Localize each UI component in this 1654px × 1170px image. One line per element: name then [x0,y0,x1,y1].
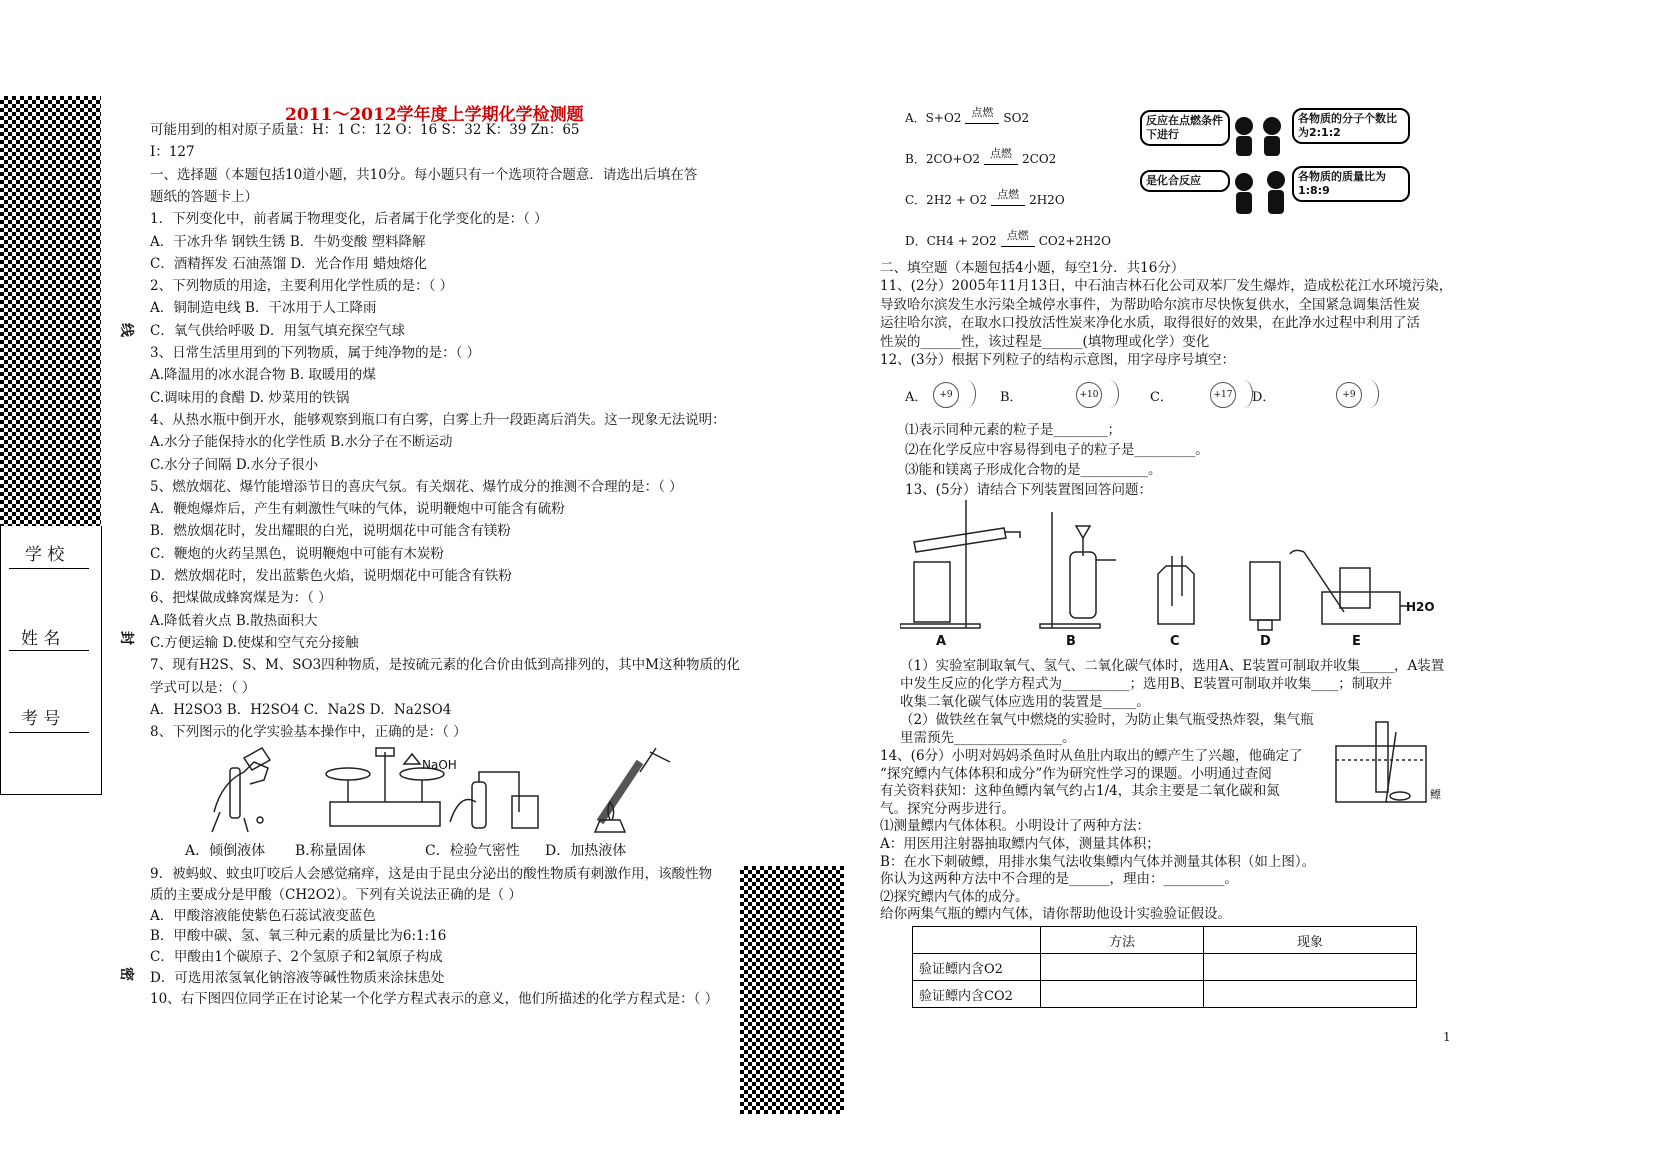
fish-bladder-label: 鳔 [1430,788,1441,801]
text-line: 有关资料获知：这种鱼鳔内氧气约占1/4，其余主要是二氧化碳和氮 [880,783,1280,800]
text-line: ⑶能和镁离子形成化合物的是__________。 [905,462,1162,478]
q12-questions [905,420,1465,500]
q10-options [905,100,1135,260]
bubble-molecule-ratio: 各物质的分子个数比为2:1:2 [1292,108,1410,144]
text-line: 你认为这两种方法中不合理的是______，理由：_________。 [880,871,1238,888]
text-line: 1．下列变化中，前者属于物理变化，后者属于化学变化的是：（ ） [150,211,548,228]
q10-option-condition: 点燃 [991,185,1025,206]
apparatus-label-c: C [1170,634,1180,649]
text-line: ⑵在化学反应中容易得到电子的粒子是_________。 [905,442,1209,458]
q8-option-b: B.称量固体 [295,843,366,859]
q10-option-condition: 点燃 [965,103,999,124]
text-line: ⑴表示同种元素的粒子是________； [905,422,1121,438]
cell-phenomenon-co2[interactable] [1204,981,1417,1008]
text-line: 9．被蚂蚁、蚊虫叮咬后人会感觉痛痒，这是由于昆虫分泌出的酸性物质有刺激作用，该酸性物 [150,866,713,882]
q10-option-reactants: C．2H2 + O2 [905,193,988,207]
binding-mark-seal: 封 [118,631,134,645]
table-row [913,981,1417,1008]
text-line: 可能用到的相对原子质量：H：1 C：12 O：16 S：32 K：39 Zn：65 [150,122,580,138]
text-line: A．甲酸溶液能使紫色石蕊试液变蓝色 [150,907,376,924]
verification-table [912,926,1417,1008]
h2o-label: H2O [1406,600,1435,614]
text-line: B．甲酸中碳、氢、氧三种元素的质量比为6:1:16 [150,928,447,945]
q10-option-product: 2CO2 [1022,152,1057,166]
text-line: C.方便运输 D.使煤和空气充分接触 [150,634,359,651]
text-line: 中发生反应的化学方程式为__________；选用B、E装置可制取并收集____；制取并 [900,676,1393,692]
text-line: C.调味用的食醋 D. 炒菜用的铁锅 [150,389,350,406]
text-line: 11、(2分）2005年11月13日，中石油吉林石化公司双苯厂发生爆炸，造成松花江水环境污染， [880,278,1453,295]
binding-mark-line: 线 [118,323,134,337]
q8-figures [200,742,680,838]
text-line: ⑵探究鳔内气体的成分。 [880,888,1029,905]
q10-option [905,231,1111,253]
text-line: A．H2SO3 B．H2SO4 C．Na2S D．Na2SO4 [150,701,452,718]
name-field-label: 姓 名 [21,629,61,649]
q10-option-reactants: D．CH4 + 2O2 [905,234,997,248]
row-label-o2: 验证鳔内含O2 [913,954,1041,981]
q10-option-condition: 点燃 [984,144,1018,165]
middle-pattern-strip [740,866,844,1114]
text-line: C．甲酸由1个碳原子、2个氢原子和2氧原子构成 [150,949,443,966]
text-line: A．干冰升华 钢铁生锈 B．牛奶变酸 塑料降解 [150,233,426,250]
text-line: 学式可以是：（ ） [150,679,256,696]
school-field-label: 学 校 [25,545,65,565]
naoh-label: NaOH [422,758,457,772]
atom-nucleus: +9 [933,382,959,408]
text-line: （1）实验室制取氧气、氢气、二氧化碳气体时，选用A、E装置可制取并收集_____，A装置 [900,658,1445,674]
text-line: A.降温用的冰水混合物 B. 取暖用的煤 [150,367,376,384]
text-line: C.水分子间隔 D.水分子很小 [150,456,319,473]
q10-option-reactants: A．S+O2 [905,111,962,125]
apparatus-label-b: B [1066,634,1076,649]
table-row [913,954,1417,981]
text-line: D．燃放烟花时，发出蓝紫色火焰，说明烟花中可能含有铁粉 [150,568,512,584]
text-line: B：在水下刺破鳔，用排水集气法收集鳔内气体并测量其体积（如上图）。 [880,853,1316,870]
atom-label: B． [1000,390,1023,405]
text-line: 收集二氧化碳气体应选用的装置是_____。 [900,694,1150,710]
text-line: 二、填空题（本题包括4小题，每空1分．共16分） [880,260,1185,276]
text-line: C．氧气供给呼吸 D．用氢气填充探空气球 [150,322,405,339]
cell-method-co2[interactable] [1041,981,1204,1008]
students-icon [1140,104,1410,224]
bubble-ignition: 反应在点燃条件下进行 [1140,110,1230,146]
binding-mark-secret: 密 [118,967,134,981]
right-column [880,258,1460,378]
text-line: 运往哈尔滨，在取水口投放活性炭来净化水质，取得很好的效果，在此净水过程中利用了活 [880,315,1420,332]
left-column [150,120,740,760]
cell-method-o2[interactable] [1041,954,1204,981]
text-line: 10、右下图四位同学正在讨论某一个化学方程式表示的意义，他们所描述的化学方程式是：（ ） [150,990,719,1007]
lab-apparatus-icon [900,496,1460,654]
text-line: 导致哈尔滨发生水污染全城停水事件，为帮助哈尔滨市尽快恢复供水，全国紧急调集活性炭 [880,296,1420,313]
q14-collection-figure [1330,716,1440,806]
exam-number-field-label: 考 号 [21,709,61,729]
text-line: （2）做铁丝在氧气中燃烧的实验时，为防止集气瓶受热炸裂，集气瓶 [900,712,1314,728]
q10-option-product: SO2 [1003,111,1030,125]
text-line: 6、把煤做成蜂窝煤是为：（ ） [150,590,332,607]
q8-option-d: D．加热液体 [545,843,627,859]
text-line: 4、从热水瓶中倒开水，能够观察到瓶口有白雾，白雾上升一段距离后消失。这一现象无法说明： [150,411,726,428]
table-header-empty [913,927,1041,954]
q8-option-c: C．检验气密性 [425,843,520,859]
q13-apparatus-figure [900,496,1460,654]
text-line: 7、现有H2S、S、M、SO3四种物质，是按硫元素的化合价由低到高排列的，其中M这种物质的化 [150,657,740,674]
text-line: 题纸的答题卡上） [150,188,258,205]
q10-discussion-figure [1140,104,1410,224]
text-line: C．鞭炮的火药呈黑色，说明鞭炮中可能有木炭粉 [150,545,444,562]
text-line: 里需预先________________。 [900,730,1076,746]
text-line: 气。探究分两步进行。 [880,800,1015,817]
verification-table-wrap [912,926,1417,1008]
apparatus-label-d: D [1260,634,1271,649]
row-label-co2: 验证鳔内含CO2 [913,981,1041,1008]
text-line: A：用医用注射器抽取鳔内气体，测量其体积； [880,836,1160,852]
text-line: 性炭的______性，该过程是______(填物理或化学）变化 [880,333,1210,350]
q10-option [905,108,1029,130]
text-line: A.水分子能保持水的化学性质 B.水分子在不断运动 [150,434,453,451]
q10-option-product: 2H2O [1029,193,1065,207]
water-collection-icon [1330,716,1440,806]
text-line: I：127 [150,144,195,161]
text-line: 一、选择题（本题包括10道小题，共10分。每小题只有一个选项符合题意．请选出后填在答 [150,166,698,183]
left-column-2 [150,864,740,1014]
electron-shell-icon [1100,380,1119,408]
text-line: 给你两集气瓶的鳔内气体，请你帮助他设计实验验证假设。 [880,906,1231,923]
atom-nucleus: +10 [1076,382,1102,408]
table-header-method: 方法 [1041,927,1204,954]
q8-lab-operations-figure [200,742,680,838]
binding-info-box [0,526,102,795]
text-line: 质的主要成分是甲酸（CH2O2）。下列有关说法正确的是（ ） [150,886,522,903]
electron-shell-icon [1234,380,1253,408]
text-line: 12、(3分）根据下列粒子的结构示意图，用字母序号填空： [880,352,1236,368]
text-line: “探究鳔内气体体积和成分”作为研究性学习的课题。小明通过查阅 [880,765,1272,782]
page-number: 1 [1443,1030,1451,1044]
text-line: 8、下列图示的化学实验基本操作中，正确的是：（ ） [150,724,467,741]
text-line: A.降低着火点 B.散热面积大 [150,612,318,629]
text-line: A．铜制造电线 B．干冰用于人工降雨 [150,300,377,317]
q10-option-reactants: B．2CO+O2 [905,152,981,166]
apparatus-label-e: E [1352,634,1361,649]
text-line: 5、燃放烟花、爆竹能增添节日的喜庆气氛。有关烟花、爆竹成分的推测不合理的是：（ ） [150,478,683,495]
text-line: 13、(5分）请结合下列装置图回答问题： [905,482,1153,498]
q12-atom-diagrams [905,378,1365,412]
text-line: C．酒精挥发 石油蒸馏 D．光合作用 蜡烛熔化 [150,255,428,272]
text-line: 3、日常生活里用到的下列物质，属于纯净物的是：（ ） [150,345,481,361]
atom-label: D． [1252,390,1276,405]
electron-shell-icon [1360,380,1379,408]
q10-option-condition: 点燃 [1001,226,1035,247]
q10-option [905,190,1065,212]
q8-option-a: A．倾倒液体 [185,843,266,859]
q8-options [185,840,655,860]
electron-shell-icon [957,380,976,408]
atom-nucleus: +9 [1336,382,1362,408]
text-line: 2、下列物质的用途，主要利用化学性质的是：（ ） [150,278,454,295]
cell-phenomenon-o2[interactable] [1204,954,1417,981]
q10-option [905,149,1056,171]
text-line: B．燃放烟花时，发出耀眼的白光，说明烟花中可能含有镁粉 [150,523,511,540]
binding-pattern-top [0,96,101,526]
table-header-phenomenon: 现象 [1204,927,1417,954]
atom-label: A． [905,390,928,405]
atom-nucleus: +17 [1210,382,1236,408]
atom-label: C． [1150,390,1173,405]
text-line: D．可选用浓氢氧化钠溶液等碱性物质来涂抹患处 [150,970,445,986]
q10-option-product: CO2+2H2O [1038,234,1111,248]
apparatus-label-a: A [936,634,947,649]
bubble-combination: 是化合反应 [1140,170,1230,192]
text-line: A．鞭炮爆炸后，产生有刺激性气味的气体，说明鞭炮中可能含有硫粉 [150,501,565,518]
text-line: 14、(6分）小明对妈妈杀鱼时从鱼肚内取出的鳔产生了兴趣，他确定了 [880,748,1303,764]
text-line: ⑴测量鳔内气体体积。小明设计了两种方法： [880,818,1150,835]
bubble-mass-ratio: 各物质的质量比为1:8:9 [1292,166,1410,202]
exam-title: 2011～2012学年度上学期化学检测题 [285,105,584,125]
